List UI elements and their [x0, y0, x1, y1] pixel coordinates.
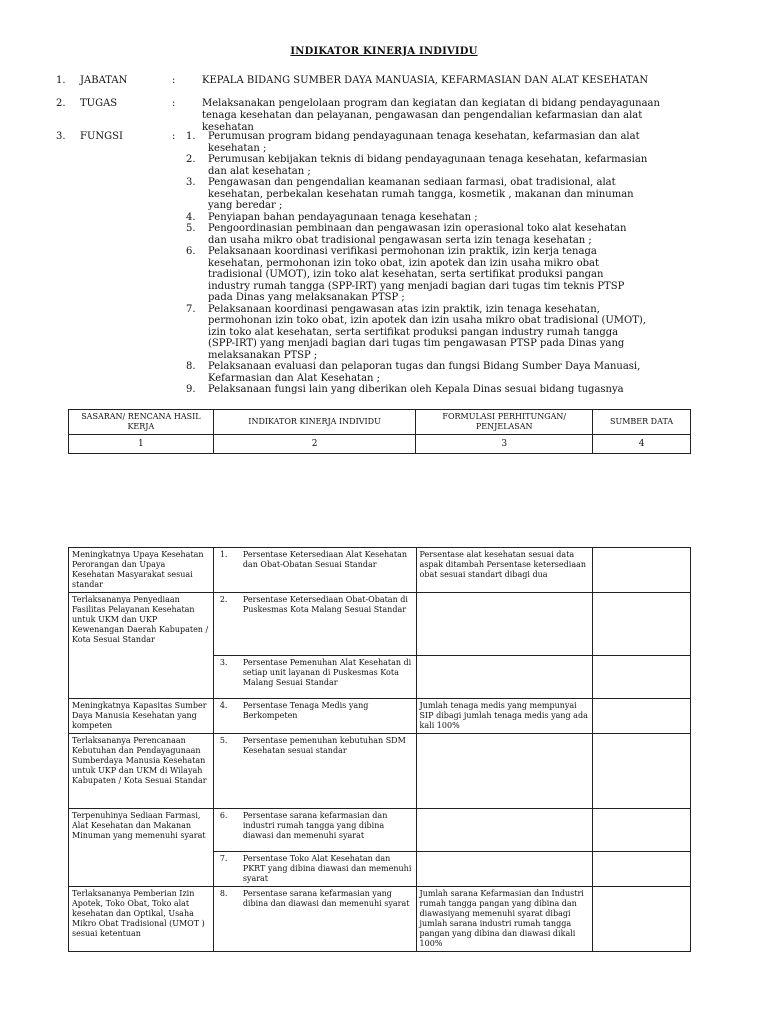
formulasi-cell: [416, 593, 593, 656]
formulasi-cell: Persentase alat kesehatan sesuai data aspak ditambah Persentase ketersediaan obat sesuai standart dibagi dua: [416, 548, 593, 593]
table-row: [69, 593, 691, 656]
sumber-cell: [593, 699, 691, 734]
fungsi-item: 3. Pengawasan dan pengendalian keamanan sediaan farmasi, obat tradisional, alat kesehatan, perbekalan kesehatan rumah tangga, kosmetik , makanan dan minuman yang beredar ;: [186, 177, 634, 211]
sumber-cell: [593, 548, 691, 593]
fungsi-item: 6. Pelaksanaan koordinasi verifikasi permohonan izin praktik, izin kerja tenaga kesehatan, permohonan izin toko obat, izin apotek dan izin usaha mikro obat tradisional (UMOT), izin toko alat kesehatan, serta sertifikat produksi pangan industry rumah tangga (SPP-IRT) yang menjadi bagian dari tugas tim teknis PTSP pada Dinas yang melaksanakan PTSP ;: [186, 246, 625, 303]
formulasi-cell: [416, 852, 593, 887]
section-label: FUNGSI: [80, 131, 123, 142]
indikator-cell: 1. Persentase Ketersediaan Alat Kesehatan dan Obat-Obatan Sesuai Standar: [213, 548, 416, 593]
table-row: [69, 548, 691, 593]
column-number: 4: [593, 435, 691, 454]
fungsi-item: 4. Penyiapan bahan pendayagunaan tenaga kesehatan ;: [186, 211, 478, 223]
indikator-cell: 2. Persentase Ketersediaan Obat-Obatan di Puskesmas Kota Malang Sesuai Standar: [213, 593, 416, 656]
header-sumber: SUMBER DATA: [593, 410, 691, 435]
sumber-cell: [593, 656, 691, 699]
table-row: [69, 699, 691, 734]
fungsi-item: 1. Perumusan program bidang pendayagunaan tenaga kesehatan, kefarmasian dan alat kesehatan ;: [186, 131, 640, 154]
table-row: [69, 887, 691, 952]
formulasi-cell: [416, 656, 593, 699]
page-title: INDIKATOR KINERJA INDIVIDU: [290, 46, 478, 57]
formulasi-cell: Jumlah sarana Kefarmasian dan Industri rumah tangga pangan yang dibina dan diawasiyang memenuhi syarat dibagi jumlah sarana industri rumah tangga pangan yang dibina dan diawasi dikali 100%: [416, 887, 593, 952]
indikator-cell: 8. Persentase sarana kefarmasian yang dibina dan diawasi dan memenuhi syarat: [213, 887, 416, 952]
column-number: 2: [213, 435, 416, 454]
section-number: 3.: [56, 131, 66, 142]
sumber-cell: [593, 593, 691, 656]
sasaran-cell: Meningkatnya Kapasitas Sumber Daya Manusia Kesehatan yang kompeten: [69, 699, 214, 734]
header-sasaran: SASARAN/ RENCANA HASIL KERJA: [69, 410, 214, 435]
sumber-cell: [593, 887, 691, 952]
sumber-cell: [593, 734, 691, 809]
sumber-cell: [593, 809, 691, 852]
jabatan-value: KEPALA BIDANG SUMBER DAYA MANUASIA, KEFARMASIAN DAN ALAT KESEHATAN: [202, 75, 649, 86]
column-number: 1: [69, 435, 214, 454]
fungsi-list: [186, 131, 648, 396]
section-label: TUGAS: [80, 98, 118, 109]
header-formulasi: FORMULASI PERHITUNGAN/ PENJELASAN: [416, 410, 593, 435]
sasaran-cell: Terlaksananya Perencanaan Kebutuhan dan Pendayagunaan Sumberdaya Manusia Kesehatan untuk UKP dan UKM di Wilayah Kabupaten / Kota Sesuai Standar: [69, 734, 214, 809]
header-row: [69, 410, 691, 435]
indikator-cell: 7. Persentase Toko Alat Kesehatan dan PKRT yang dibina diawasi dan memenuhi syarat: [213, 852, 416, 887]
sasaran-cell: Terpenuhinya Sediaan Farmasi, Alat Kesehatan dan Makanan Minuman yang memenuhi syarat: [69, 809, 214, 887]
sasaran-cell: Terlaksananya Pemberian Izin Apotek, Toko Obat, Toko alat kesehatan dan Optikal, Usaha Mikro Obat Tradisional (UMOT ) sesuai ketentuan: [69, 887, 214, 952]
formulasi-cell: [416, 734, 593, 809]
fungsi-item: 5. Pengoordinasian pembinaan dan pengawasan izin operasional toko alat kesehatan dan usaha mikro obat tradisional pengawasan serta izin tenaga kesehatan ;: [186, 223, 627, 246]
sumber-cell: [593, 852, 691, 887]
indicator-table: [68, 547, 691, 952]
fungsi-item: 7. Pelaksanaan koordinasi pengawasan atas izin praktik, izin tenaga kesehatan, permohonan izin toko obat, izin apotek dan izin usaha mikro obat tradisional (UMOT), izin toko alat kesehatan, serta sertifikat produksi pangan industry rumah tangga (SPP-IRT) yang menjadi bagian dari tugas tim pengawasan PTSP pada Dinas yang melaksanakan PTSP ;: [186, 303, 646, 361]
sasaran-cell: Terlaksananya Penyediaan Fasilitas Pelayanan Kesehatan untuk UKM dan UKP Kewenangan Daerah Kabupaten / Kota Sesuai Standar: [69, 593, 214, 699]
header-table: [68, 409, 691, 454]
tugas-value: Melaksanakan pengelolaan program dan kegiatan dan kegiatan di bidang pendayagunaan tenaga kesehatan dan pelayanan, pengawasan dan pengendalian kefarmasian dan alat kesehatan: [202, 98, 660, 133]
section-colon: :: [172, 131, 176, 142]
column-number-row: [69, 435, 691, 454]
indikator-cell: 6. Persentase sarana kefarmasian dan industri rumah tangga yang dibina diawasi dan memenuhi syarat: [213, 809, 416, 852]
fungsi-item: 2. Perumusan kebijakan teknis di bidang pendayagunaan tenaga kesehatan, kefarmasian dan alat kesehatan ;: [186, 154, 648, 177]
sasaran-cell: Meningkatnya Upaya Kesehatan Perorangan dan Upaya Kesehatan Masyarakat sesuai standar: [69, 548, 214, 593]
formulasi-cell: Jumlah tenaga medis yang mempunyai SIP dibagi jumlah tenaga medis yang ada kali 100%: [416, 699, 593, 734]
formulasi-cell: [416, 809, 593, 852]
section-number: 2.: [56, 98, 66, 109]
fungsi-item: 8. Pelaksanaan evaluasi dan pelaporan tugas dan fungsi Bidang Sumber Daya Manuasi, Kefarmasian dan Alat Kesehatan ;: [186, 361, 641, 384]
column-number: 3: [416, 435, 593, 454]
section-colon: :: [172, 75, 176, 86]
section-label: JABATAN: [80, 75, 128, 86]
table-row: [69, 809, 691, 852]
header-indikator: INDIKATOR KINERJA INDIVIDU: [213, 410, 416, 435]
indikator-cell: 4. Persentase Tenaga Medis yang Berkompeten: [213, 699, 416, 734]
indikator-cell: 5. Persentase pemenuhan kebutuhan SDM Kesehatan sesuai standar: [213, 734, 416, 809]
section-colon: :: [172, 98, 176, 109]
table-row: [69, 734, 691, 809]
section-number: 1.: [56, 75, 66, 86]
fungsi-item: 9. Pelaksanaan fungsi lain yang diberikan oleh Kepala Dinas sesuai bidang tugasnya: [186, 384, 624, 395]
indikator-cell: 3. Persentase Pemenuhan Alat Kesehatan di setiap unit layanan di Puskesmas Kota Malang Sesuai Standar: [213, 656, 416, 699]
